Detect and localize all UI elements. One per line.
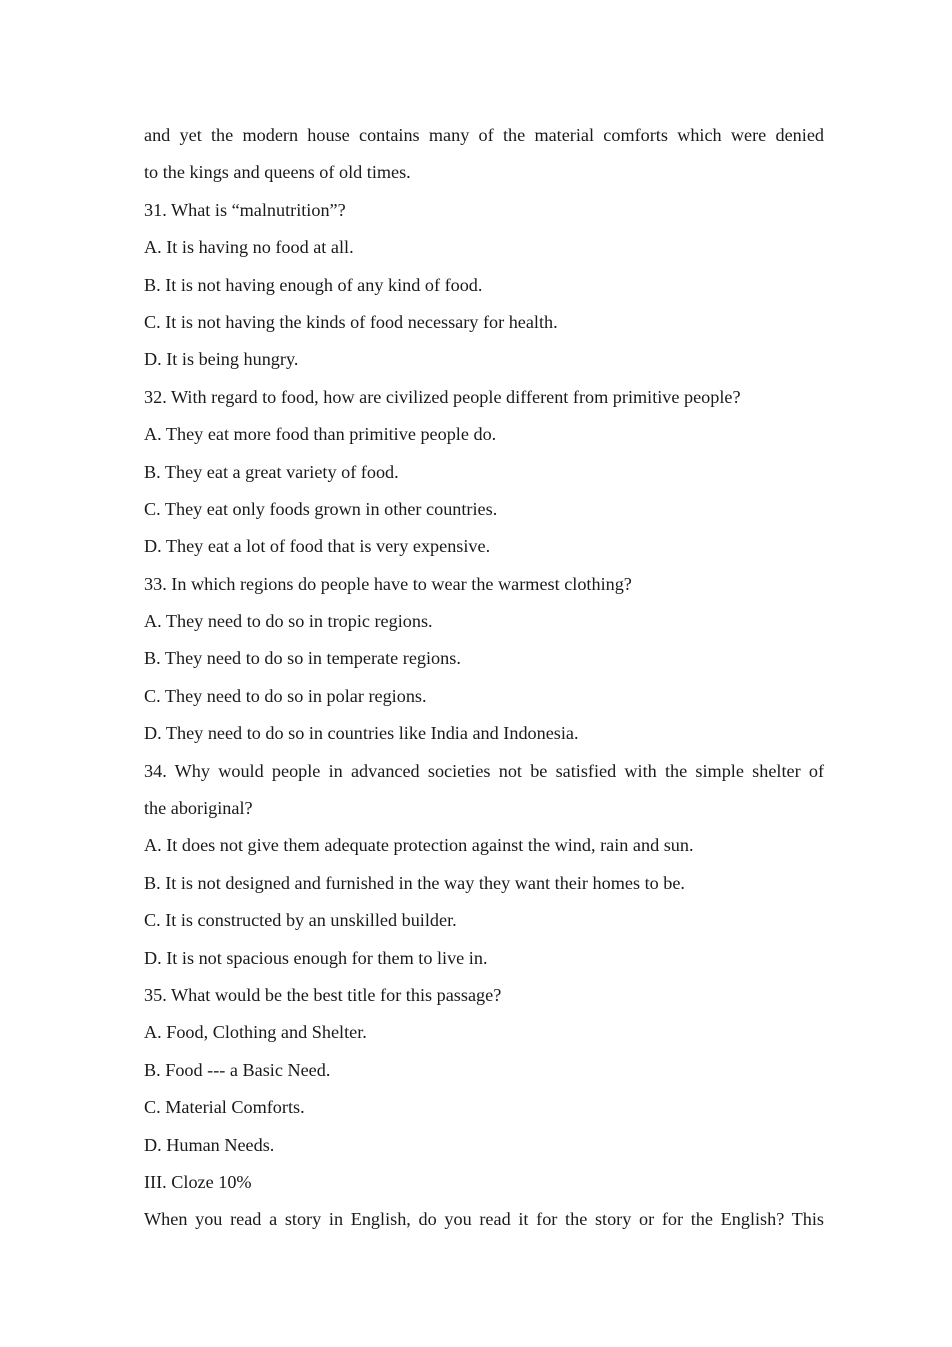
question-31-option-b: B. It is not having enough of any kind of food. [144, 274, 483, 295]
question-31-option-a: A. It is having no food at all. [144, 237, 354, 258]
question-35-stem: 35. What would be the best title for this passage? [144, 984, 502, 1005]
question-32-stem: 32. With regard to food, how are civilized people different from primitive people? [144, 386, 741, 407]
question-33-option-b: B. They need to do so in temperate regions. [144, 648, 461, 669]
question-34-option-c: C. It is constructed by an unskilled builder. [144, 910, 457, 931]
question-33-option-c: C. They need to do so in polar regions. [144, 685, 427, 706]
question-35-option-a: A. Food, Clothing and Shelter. [144, 1022, 367, 1043]
document-page [144, 117, 824, 1239]
passage-line: and yet the modern house contains many of the material comforts which were denied [144, 125, 824, 145]
question-32-option-d: D. They eat a lot of food that is very expensive. [144, 536, 491, 557]
question-34-stem: 34. Why would people in advanced societies not be satisfied with the simple shelter of [144, 760, 824, 781]
question-31-option-d: D. It is being hungry. [144, 349, 299, 370]
question-33-stem: 33. In which regions do people have to wear the warmest clothing? [144, 573, 632, 594]
question-31-option-c: C. It is not having the kinds of food necessary for health. [144, 311, 558, 332]
passage-line: to the kings and queens of old times. [144, 162, 411, 183]
question-32-option-b: B. They eat a great variety of food. [144, 461, 399, 482]
question-33-option-d: D. They need to do so in countries like India and Indonesia. [144, 723, 579, 744]
question-31-stem: 31. What is “malnutrition”? [144, 199, 346, 220]
question-35-option-d: D. Human Needs. [144, 1134, 275, 1155]
section-heading: III. Cloze 10% [144, 1171, 252, 1192]
question-33-option-a: A. They need to do so in tropic regions. [144, 611, 433, 632]
question-35-option-b: B. Food --- a Basic Need. [144, 1059, 331, 1080]
question-34-option-b: B. It is not designed and furnished in the way they want their homes to be. [144, 872, 685, 893]
question-32-option-a: A. They eat more food than primitive people do. [144, 424, 497, 445]
question-34-option-a: A. It does not give them adequate protection against the wind, rain and sun. [144, 835, 694, 856]
question-34-option-d: D. It is not spacious enough for them to live in. [144, 947, 488, 968]
question-35-option-c: C. Material Comforts. [144, 1097, 305, 1118]
question-32-option-c: C. They eat only foods grown in other countries. [144, 498, 498, 519]
question-34-stem-continued: the aboriginal? [144, 798, 253, 819]
cloze-passage-line: When you read a story in English, do you read it for the story or for the English? This [144, 1209, 824, 1230]
